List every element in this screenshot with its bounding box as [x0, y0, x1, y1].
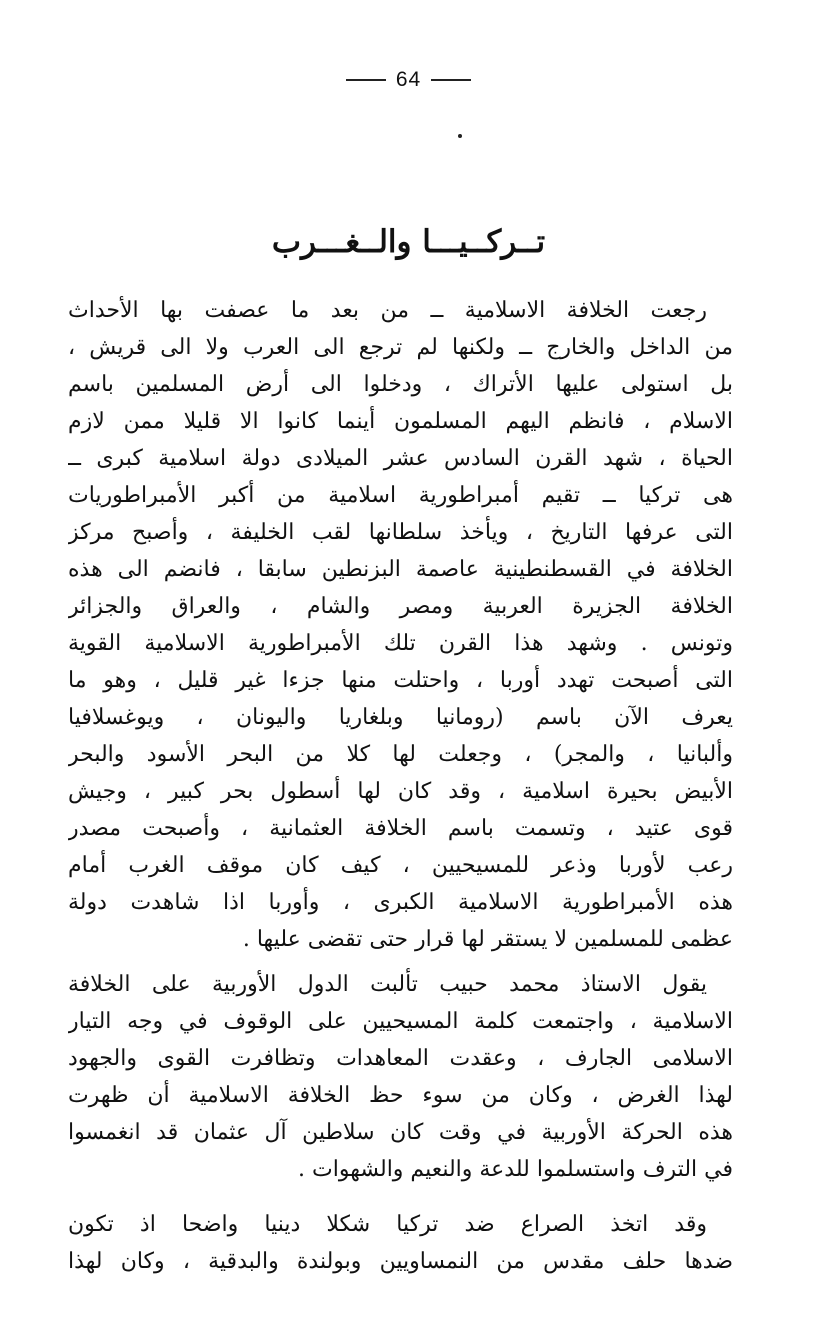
page-number [0, 68, 817, 92]
text-line: رعب لأوربا وذعر للمسيحيين ، كيف كان موقف الغرب أمام [68, 853, 733, 878]
text-line: وألبانيا ، والمجر) ، وجعلت لها كلا من البحر الأسود والبحر [68, 742, 733, 767]
text-line: قوى عتيد ، وتسمت باسم الخلافة العثمانية ، وأصبحت مصدر [68, 816, 733, 841]
text-line: ضدها حلف مقدس من النمساويين وبولندة والبدقية ، وكان لهذا [68, 1249, 733, 1274]
page-number-text: 64 [395, 68, 422, 91]
text-line: هذه الحركة الأوربية في وقت كان سلاطين آل عثمان قد انغمسوا [68, 1120, 733, 1145]
left-dash [346, 79, 386, 81]
text-line: الحياة ، شهد القرن السادس عشر الميلادى دولة اسلامية كبرى ــ [68, 446, 733, 471]
text-line: الاسلامية ، واجتمعت كلمة المسيحيين على الوقوف في وجه التيار [68, 1009, 733, 1034]
text-line: الخلافة في القسطنطينية عاصمة البزنطين سابقا ، فانضم الى هذه [68, 557, 733, 582]
text-line: يقول الاستاذ محمد حبيب تألبت الدول الأوربية على الخلافة [68, 972, 707, 997]
text-line: وتونس . وشهد هذا القرن تلك الأمبراطورية الاسلامية القوية [68, 631, 733, 656]
text-line: الاسلامى الجارف ، وعقدت المعاهدات وتظافرت القوى والجهود [68, 1046, 733, 1071]
text-line: في الترف واستسلموا للدعة والنعيم والشهوات . [298, 1157, 733, 1182]
text-line: عظمى للمسلمين لا يستقر لها قرار حتى تقضى عليها . [242, 927, 733, 952]
chapter-title: تــركــيـــا والــغـــرب [271, 224, 546, 260]
text-line: التى عرفها التاريخ ، ويأخذ سلطانها لقب الخليفة ، وأصبح مركز [68, 520, 733, 545]
text-line: هذه الأمبراطورية الاسلامية الكبرى ، وأوربا اذا شاهدت دولة [68, 890, 733, 915]
text-line: من الداخل والخارج ــ ولكنها لم ترجع الى العرب ولا الى قريش ، [68, 335, 733, 360]
text-line: الاسلام ، فانظم اليهم المسلمون أينما كانوا الا قليلا ممن لازم [68, 409, 733, 434]
text-line: هى تركيا ــ تقيم أمبراطورية اسلامية من أكبر الأمبراطوريات [68, 483, 733, 508]
paragraph-2 [68, 966, 733, 1188]
text-line: رجعت الخلافة الاسلامية ــ من بعد ما عصفت بها الأحداث [68, 298, 707, 323]
text-line: وقد اتخذ الصراع ضد تركيا شكلا دينيا واضحا اذ تكون [68, 1212, 707, 1237]
text-line: الخلافة الجزيرة العربية ومصر والشام ، والعراق والجزائر [68, 594, 733, 619]
paragraph-3 [68, 1206, 733, 1280]
text-line: التى أصبحت تهدد أوربا ، واحتلت منها جزءا غير قليل ، وهو ما [68, 668, 733, 693]
right-dash [431, 79, 471, 81]
text-line: الأبيض بحيرة اسلامية ، وقد كان لها أسطول بحر كبير ، وجيش [68, 779, 733, 804]
text-line: لهذا الغرض ، وكان من سوء حظ الخلافة الاسلامية أن ظهرت [68, 1083, 733, 1108]
text-line: يعرف الآن باسم (رومانيا وبلغاريا واليونان ، ويوغسلافيا [68, 705, 733, 730]
text-line: بل استولى عليها الأتراك ، ودخلوا الى أرض المسلمين باسم [68, 372, 733, 397]
paragraph-1 [68, 292, 733, 958]
stray-dot [458, 134, 462, 138]
